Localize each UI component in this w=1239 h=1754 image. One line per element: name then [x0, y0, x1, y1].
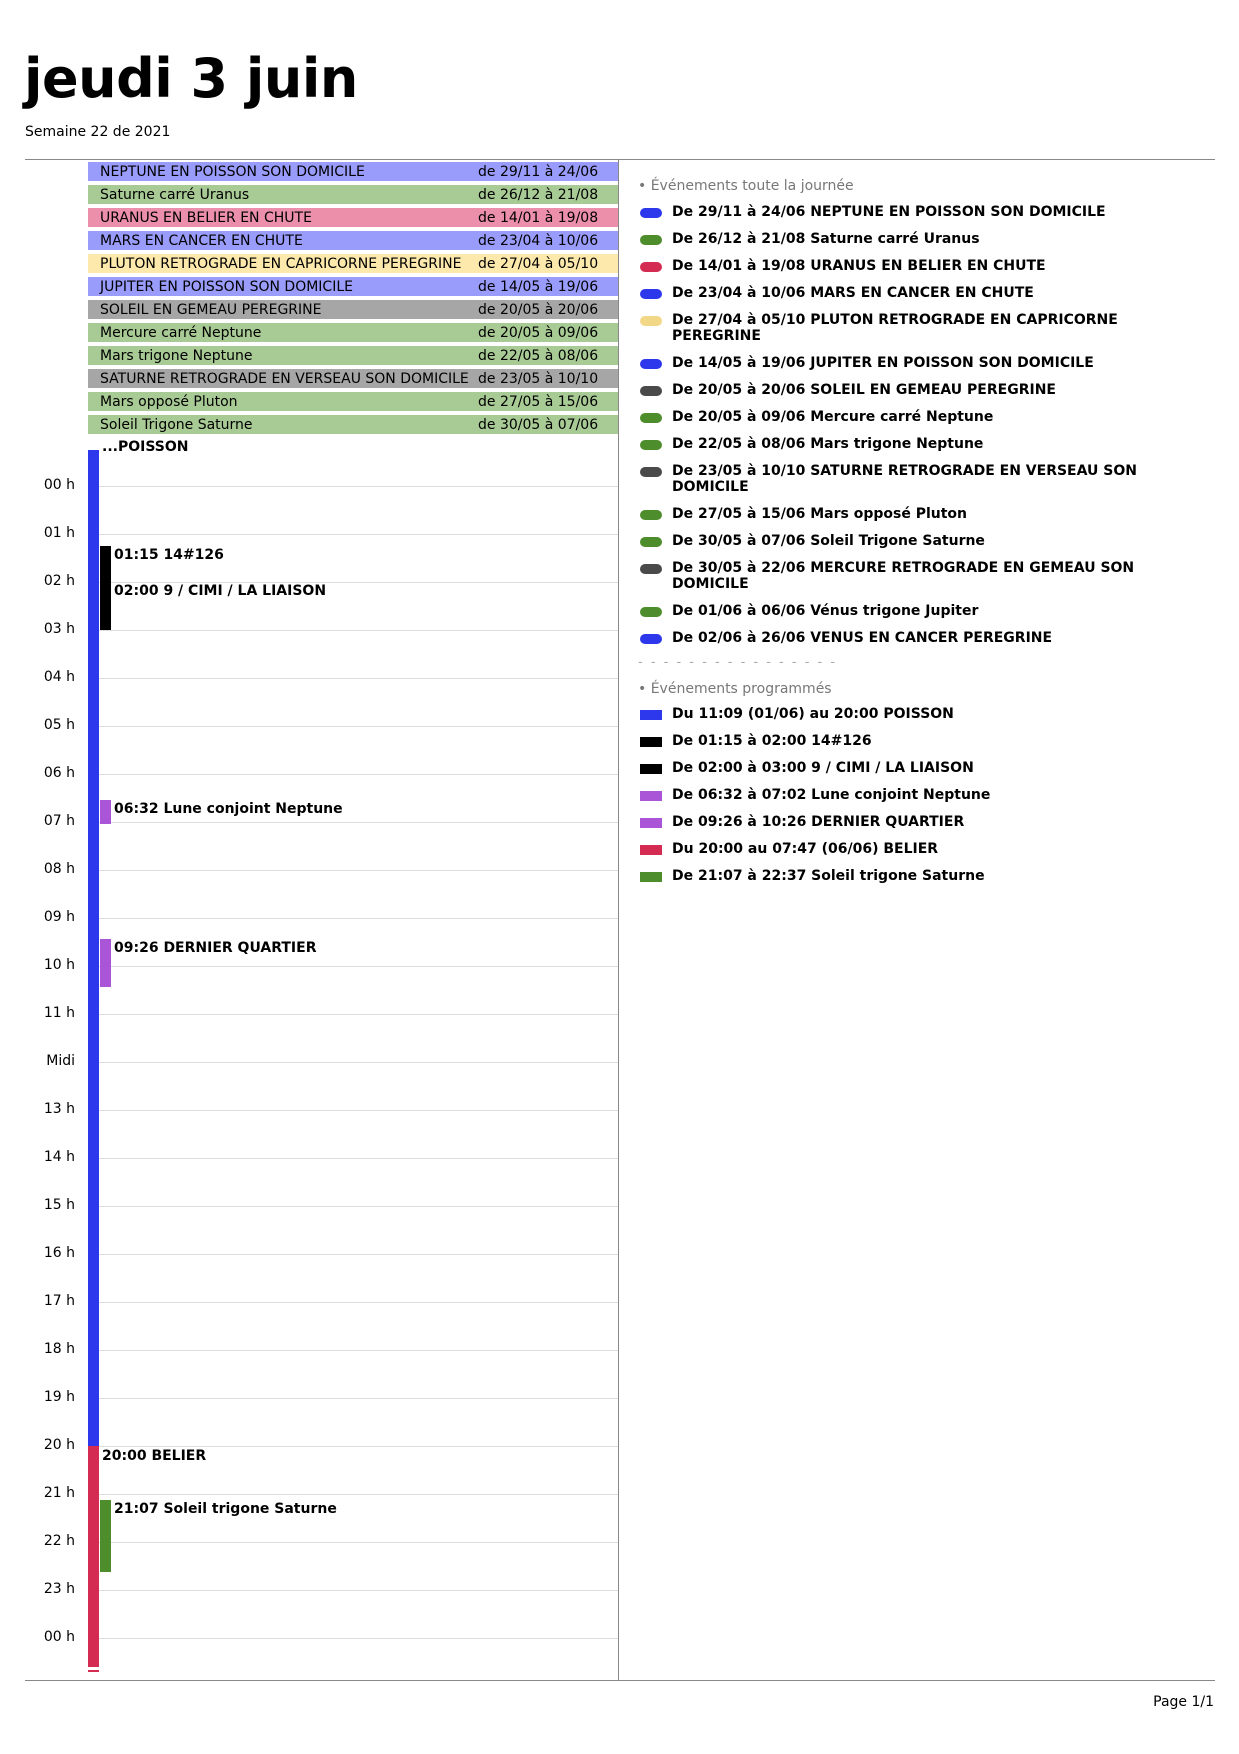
- hour-gridline: [88, 870, 618, 871]
- legend-item[interactable]: [640, 868, 1140, 884]
- hour-label: 14 h: [43, 1149, 75, 1165]
- legend-swatch: [640, 634, 662, 644]
- hour-gridline: [88, 1398, 618, 1399]
- allday-bar-name: Saturne carré Uranus: [100, 187, 250, 203]
- event-bar[interactable]: [100, 1500, 111, 1572]
- legend-item[interactable]: [640, 312, 1140, 344]
- bottom-rule: [25, 1680, 1215, 1681]
- allday-bar-dates: de 27/05 à 15/06: [478, 394, 599, 410]
- continuation-stripe: [88, 446, 99, 449]
- hour-gridline: [88, 1494, 618, 1495]
- allday-bar-dates: de 14/01 à 19/08: [478, 210, 599, 226]
- legend-swatch: [640, 872, 662, 882]
- legend-text: De 29/11 à 24/06 NEPTUNE EN POISSON SON DOMICILE: [672, 204, 1106, 220]
- moon-sign-label: ...POISSON: [102, 439, 189, 455]
- hour-label: 08 h: [43, 861, 75, 877]
- legend-separator: - - - - - - - - - - - - - - - -: [638, 655, 838, 670]
- hour-label: 20 h: [43, 1437, 75, 1453]
- legend-item[interactable]: [640, 204, 1140, 220]
- hour-label: 23 h: [43, 1581, 75, 1597]
- allday-bar-dates: de 22/05 à 08/06: [478, 348, 599, 364]
- legend-item[interactable]: [640, 355, 1140, 371]
- hour-gridline: [88, 726, 618, 727]
- allday-bar-dates: de 26/12 à 21/08: [478, 187, 599, 203]
- continuation-stripe: [88, 1672, 99, 1675]
- legend-item[interactable]: [640, 603, 1140, 619]
- hour-label: 17 h: [43, 1293, 75, 1309]
- hour-gridline: [88, 1350, 618, 1351]
- allday-bar-name: Mars trigone Neptune: [100, 348, 253, 364]
- hour-gridline: [88, 678, 618, 679]
- legend-text: De 06:32 à 07:02 Lune conjoint Neptune: [672, 787, 991, 803]
- continuation-stripe: [88, 441, 99, 444]
- allday-bar[interactable]: [88, 277, 618, 297]
- legend-swatch: [640, 235, 662, 245]
- legend-text: De 02/06 à 26/06 VENUS EN CANCER PEREGRINE: [672, 630, 1053, 646]
- legend-text: De 20/05 à 20/06 SOLEIL EN GEMEAU PEREGRINE: [672, 382, 1056, 398]
- event-bar[interactable]: [100, 939, 111, 987]
- scheduled-section-title: • Événements programmés: [638, 681, 832, 697]
- hour-gridline: [88, 774, 618, 775]
- legend-swatch: [640, 818, 662, 828]
- legend-item[interactable]: [640, 231, 1140, 247]
- event-label: 02:00 9 / CIMI / LA LIAISON: [114, 583, 327, 599]
- legend-item[interactable]: [640, 814, 1140, 830]
- legend-item[interactable]: [640, 760, 1140, 776]
- hour-gridline: [88, 1158, 618, 1159]
- legend-text: De 27/05 à 15/06 Mars opposé Pluton: [672, 506, 967, 522]
- allday-bar-name: Mercure carré Neptune: [100, 325, 262, 341]
- allday-bar-name: URANUS EN BELIER EN CHUTE: [100, 210, 312, 226]
- hour-label: 22 h: [43, 1533, 75, 1549]
- allday-bar[interactable]: [88, 346, 618, 366]
- legend-text: De 20/05 à 09/06 Mercure carré Neptune: [672, 409, 994, 425]
- legend-item[interactable]: [640, 560, 1140, 592]
- event-bar[interactable]: [100, 582, 111, 630]
- legend-item[interactable]: [640, 506, 1140, 522]
- allday-bar-dates: de 30/05 à 07/06: [478, 417, 599, 433]
- allday-bar[interactable]: [88, 392, 618, 412]
- hour-gridline: [88, 966, 618, 967]
- legend-swatch: [640, 316, 662, 326]
- legend-text: Du 11:09 (01/06) au 20:00 POISSON: [672, 706, 954, 722]
- legend-swatch: [640, 386, 662, 396]
- allday-bar-name: PLUTON RETROGRADE EN CAPRICORNE PEREGRINE: [100, 256, 462, 272]
- allday-bar-dates: de 23/04 à 10/06: [478, 233, 599, 249]
- allday-bar[interactable]: [88, 185, 618, 205]
- week-subtitle: Semaine 22 de 2021: [25, 124, 171, 140]
- legend-swatch: [640, 413, 662, 423]
- page-title: jeudi 3 juin: [24, 47, 358, 110]
- hour-label: 16 h: [43, 1245, 75, 1261]
- hour-gridline: [88, 1254, 618, 1255]
- legend-item[interactable]: [640, 409, 1140, 425]
- legend-item[interactable]: [640, 436, 1140, 452]
- legend-swatch: [640, 289, 662, 299]
- legend-item[interactable]: [640, 533, 1140, 549]
- legend-item[interactable]: [640, 463, 1140, 495]
- legend-swatch: [640, 440, 662, 450]
- legend-item[interactable]: [640, 382, 1140, 398]
- event-bar[interactable]: [100, 800, 111, 824]
- hour-label: 03 h: [43, 621, 75, 637]
- allday-section-title: • Événements toute la journée: [638, 178, 854, 194]
- allday-bar-dates: de 20/05 à 20/06: [478, 302, 599, 318]
- legend-swatch: [640, 607, 662, 617]
- hour-gridline: [88, 486, 618, 487]
- hour-gridline: [88, 534, 618, 535]
- top-rule: [25, 159, 1215, 160]
- hour-label: 07 h: [43, 813, 75, 829]
- legend-text: De 01:15 à 02:00 14#126: [672, 733, 872, 749]
- hour-label: 11 h: [43, 1005, 75, 1021]
- hour-label: Midi: [46, 1053, 75, 1069]
- allday-bar-name: Soleil Trigone Saturne: [100, 417, 253, 433]
- allday-bar-dates: de 20/05 à 09/06: [478, 325, 599, 341]
- allday-bar[interactable]: [88, 300, 618, 320]
- page-number: Page 1/1: [1153, 1694, 1214, 1710]
- moon-sign-band[interactable]: [88, 1446, 99, 1674]
- allday-bar[interactable]: [88, 254, 618, 274]
- legend-swatch: [640, 510, 662, 520]
- event-label: 09:26 DERNIER QUARTIER: [114, 939, 317, 956]
- legend-text: De 23/05 à 10/10 SATURNE RETROGRADE EN VERSEAU SON DOMICILE: [672, 463, 1137, 495]
- allday-bar[interactable]: [88, 369, 618, 389]
- legend-item[interactable]: [640, 285, 1140, 301]
- hour-gridline: [88, 630, 618, 631]
- hour-label: 13 h: [43, 1101, 75, 1117]
- legend-item[interactable]: [640, 706, 1140, 722]
- event-label: 21:07 Soleil trigone Saturne: [114, 1500, 337, 1517]
- legend-text: De 14/05 à 19/06 JUPITER EN POISSON SON DOMICILE: [672, 355, 1094, 371]
- event-bar[interactable]: [100, 546, 111, 582]
- hour-label: 06 h: [43, 765, 75, 781]
- event-label: 01:15 14#126: [114, 547, 224, 563]
- hour-label: 00 h: [43, 477, 75, 493]
- legend-swatch: [640, 359, 662, 369]
- legend-swatch: [640, 262, 662, 272]
- allday-bar[interactable]: [88, 231, 618, 251]
- legend-swatch: [640, 564, 662, 574]
- event-label: 06:32 Lune conjoint Neptune: [114, 800, 343, 817]
- hour-label: 04 h: [43, 669, 75, 685]
- legend-swatch: [640, 537, 662, 547]
- hour-label: 18 h: [43, 1341, 75, 1357]
- hour-gridline: [88, 918, 618, 919]
- hour-label: 02 h: [43, 573, 75, 589]
- legend-text: De 30/05 à 07/06 Soleil Trigone Saturne: [672, 533, 985, 549]
- legend-text: De 30/05 à 22/06 MERCURE RETROGRADE EN GEMEAU SON DOMICILE: [672, 560, 1135, 592]
- legend-text: De 21:07 à 22:37 Soleil trigone Saturne: [672, 868, 985, 884]
- legend-text: Du 20:00 au 07:47 (06/06) BELIER: [672, 841, 939, 857]
- legend-item[interactable]: [640, 841, 1140, 857]
- hour-gridline: [88, 1014, 618, 1015]
- legend-text: De 14/01 à 19/08 URANUS EN BELIER EN CHUTE: [672, 258, 1046, 274]
- legend-item[interactable]: [640, 787, 1140, 803]
- allday-bar[interactable]: [88, 415, 618, 435]
- hour-gridline: [88, 1638, 618, 1639]
- legend-item[interactable]: [640, 733, 1140, 749]
- allday-bar-name: SOLEIL EN GEMEAU PEREGRINE: [100, 302, 322, 318]
- hour-label: 21 h: [43, 1485, 75, 1501]
- allday-bar[interactable]: [88, 323, 618, 343]
- allday-bar-name: Mars opposé Pluton: [100, 394, 238, 410]
- continuation-stripe: [88, 1667, 99, 1670]
- column-divider: [618, 159, 619, 1680]
- hour-label: 00 h: [43, 1629, 75, 1645]
- hour-label: 15 h: [43, 1197, 75, 1213]
- hour-label: 01 h: [43, 525, 75, 541]
- allday-bar-name: MARS EN CANCER EN CHUTE: [100, 233, 303, 249]
- hour-gridline: [88, 822, 618, 823]
- allday-bar-name: NEPTUNE EN POISSON SON DOMICILE: [100, 164, 365, 180]
- legend-swatch: [640, 710, 662, 720]
- allday-bar-dates: de 27/04 à 05/10: [478, 256, 599, 272]
- moon-sign-label: 20:00 BELIER: [102, 1448, 207, 1464]
- hour-gridline: [88, 1062, 618, 1063]
- hour-gridline: [88, 1446, 618, 1447]
- legend-item[interactable]: [640, 258, 1140, 274]
- allday-bar-name: SATURNE RETROGRADE EN VERSEAU SON DOMICILE: [100, 371, 469, 387]
- moon-sign-band[interactable]: [88, 450, 99, 1446]
- hour-label: 09 h: [43, 909, 75, 925]
- allday-bar[interactable]: [88, 162, 618, 182]
- hour-gridline: [88, 1110, 618, 1111]
- allday-bar[interactable]: [88, 208, 618, 228]
- hour-label: 19 h: [43, 1389, 75, 1405]
- legend-text: De 02:00 à 03:00 9 / CIMI / LA LIAISON: [672, 760, 974, 776]
- legend-swatch: [640, 737, 662, 747]
- legend-swatch: [640, 845, 662, 855]
- legend-text: De 27/04 à 05/10 PLUTON RETROGRADE EN CAPRICORNE PEREGRINE: [672, 312, 1118, 344]
- legend-text: De 26/12 à 21/08 Saturne carré Uranus: [672, 231, 980, 247]
- hour-label: 05 h: [43, 717, 75, 733]
- legend-text: De 22/05 à 08/06 Mars trigone Neptune: [672, 436, 984, 452]
- allday-bar-dates: de 23/05 à 10/10: [478, 371, 599, 387]
- hour-gridline: [88, 1590, 618, 1591]
- legend-text: De 23/04 à 10/06 MARS EN CANCER EN CHUTE: [672, 285, 1034, 301]
- legend-swatch: [640, 467, 662, 477]
- hour-gridline: [88, 1206, 618, 1207]
- allday-bar-name: JUPITER EN POISSON SON DOMICILE: [100, 279, 353, 295]
- allday-bar-dates: de 14/05 à 19/06: [478, 279, 599, 295]
- legend-swatch: [640, 764, 662, 774]
- hour-label: 10 h: [43, 957, 75, 973]
- legend-item[interactable]: [640, 630, 1140, 646]
- hour-gridline: [88, 1542, 618, 1543]
- hour-gridline: [88, 1302, 618, 1303]
- legend-swatch: [640, 791, 662, 801]
- legend-text: De 09:26 à 10:26 DERNIER QUARTIER: [672, 814, 965, 830]
- allday-bar-dates: de 29/11 à 24/06: [478, 164, 599, 180]
- legend-swatch: [640, 208, 662, 218]
- legend-text: De 01/06 à 06/06 Vénus trigone Jupiter: [672, 603, 979, 619]
